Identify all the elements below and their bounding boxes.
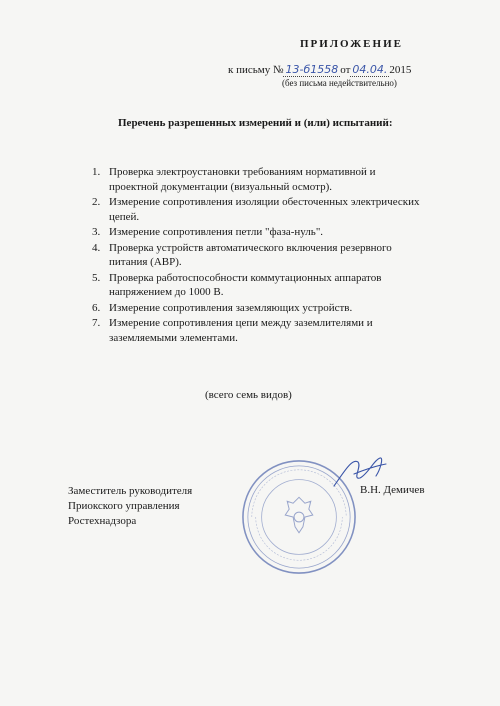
- item-text: Измерение сопротивления петли "фаза-нуль".: [109, 226, 324, 238]
- validity-note: (без письма недействительно): [282, 78, 397, 88]
- item-text: Измерение сопротивления изоляции обесточенных электрических: [109, 196, 420, 208]
- list-item: [92, 301, 452, 316]
- letter-year: 2015: [389, 64, 412, 76]
- item-number: 4.: [92, 241, 101, 254]
- position-line: Приокского управления: [68, 500, 180, 512]
- item-text: Измерение сопротивления заземляющих устройств.: [109, 301, 353, 314]
- list-heading: Перечень разрешенных измерений и (или) испытаний:: [118, 117, 393, 129]
- appendix-title: ПРИЛОЖЕНИЕ: [300, 38, 403, 50]
- item-number: 2.: [92, 196, 101, 208]
- item-text: Измерение сопротивления цепи между заземлителями и: [109, 317, 373, 329]
- letter-prefix: к письму №: [228, 64, 284, 76]
- item-text-cont: напряжением до 1000 В.: [109, 286, 224, 298]
- list-item: [92, 271, 452, 300]
- emblem-icon: [285, 497, 313, 532]
- item-number: 5.: [92, 271, 101, 284]
- list-item: [92, 241, 452, 270]
- letter-date-prefix: от: [340, 64, 351, 76]
- item-text: Проверка работоспособности коммутационных аппаратов: [109, 271, 382, 284]
- position-line: Заместитель руководителя: [68, 485, 193, 497]
- list-item: [92, 165, 452, 194]
- position-line: Ростехнадзора: [68, 515, 137, 527]
- signatory-position: [68, 484, 192, 529]
- item-number: 1.: [92, 166, 101, 178]
- item-text: Проверка электроустановки требованиям нормативной и: [109, 166, 376, 178]
- measurement-list: [92, 165, 452, 346]
- list-item: [92, 195, 452, 224]
- item-text-cont: заземляемыми элементами.: [109, 331, 238, 344]
- letter-reference: [228, 63, 411, 76]
- item-number: 7.: [92, 317, 101, 329]
- letter-date: 04.04.: [352, 63, 388, 76]
- letter-number: 13-б1558: [285, 63, 339, 76]
- list-item: [92, 316, 452, 345]
- total-note: (всего семь видов): [205, 389, 292, 401]
- signer-name: В.Н. Демичев: [360, 484, 425, 496]
- list-item: [92, 225, 452, 240]
- item-text-cont: цепей.: [109, 210, 140, 223]
- item-text-cont: питания (АВР).: [109, 256, 182, 268]
- item-number: 3.: [92, 226, 101, 238]
- item-text: Проверка устройств автоматического включения резервного: [109, 241, 392, 254]
- item-number: 6.: [92, 301, 101, 314]
- item-text-cont: проектной документации (визуальный осмотр).: [109, 180, 332, 193]
